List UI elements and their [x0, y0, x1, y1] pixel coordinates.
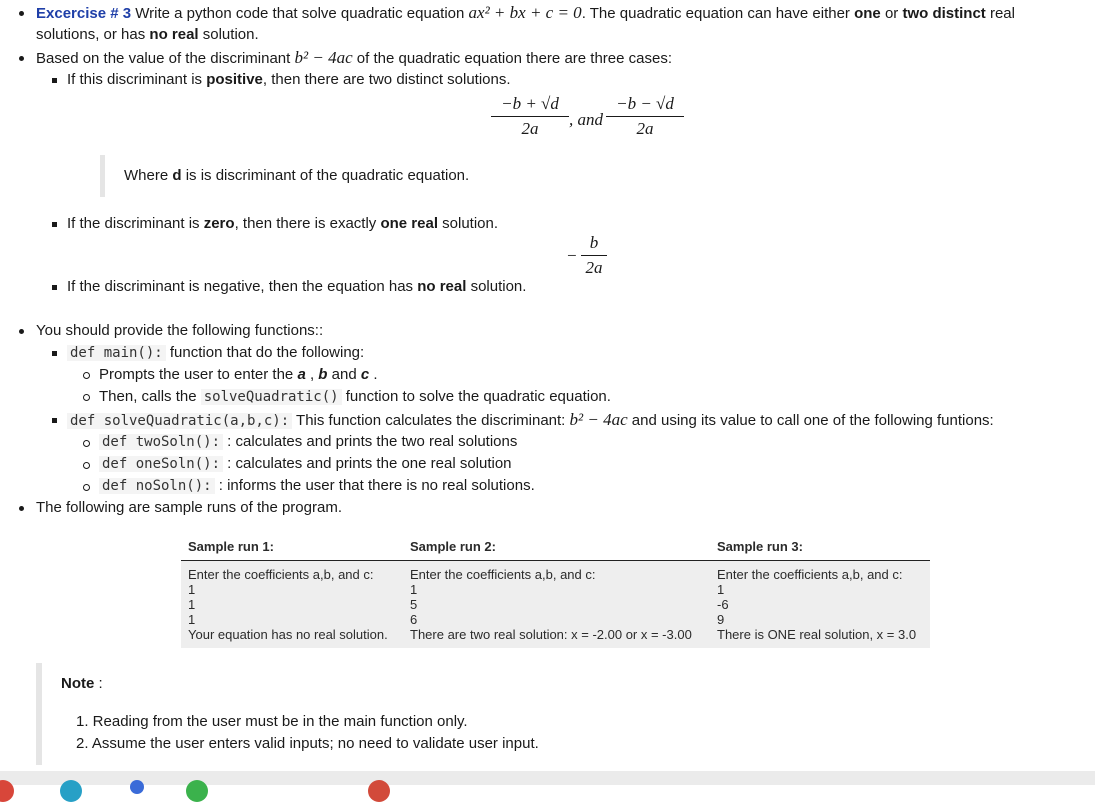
prompt-line	[99, 365, 378, 385]
square-bullet	[52, 285, 57, 290]
square-bullet	[52, 78, 57, 83]
code-solve-call: solveQuadratic()	[201, 389, 342, 405]
run-line: 1	[188, 597, 196, 612]
code-solve: def solveQuadratic(a,b,c):	[67, 413, 292, 429]
formula-root-2	[606, 93, 684, 140]
exercise-text: solution.	[198, 26, 259, 43]
square-bullet	[52, 222, 57, 227]
run-line: Enter the coefficients a,b, and c:	[188, 567, 374, 582]
circle-bullet	[83, 372, 90, 379]
text: , then there is exactly	[234, 215, 381, 232]
text: Where	[124, 167, 173, 184]
text: If the discriminant is negative, then the equation has	[67, 278, 418, 295]
text: .	[369, 366, 378, 383]
emphasis-one: one	[854, 5, 881, 22]
text: : calculates and prints the one real solution	[223, 455, 512, 472]
text: If this discriminant is	[67, 71, 207, 88]
text: function that do the following:	[165, 344, 365, 361]
run-line: Enter the coefficients a,b, and c:	[410, 567, 596, 582]
one-soln-line	[99, 454, 512, 474]
functions-intro: You should provide the following functions::	[36, 322, 324, 339]
text: If the discriminant is	[67, 215, 204, 232]
square-bullet	[52, 418, 57, 423]
taskbar	[0, 771, 1095, 785]
text: function to solve the quadratic equation.	[341, 388, 611, 405]
circle-bullet	[83, 484, 90, 491]
bullet	[19, 56, 24, 61]
quote-bar	[100, 155, 105, 197]
numerator-1: −b + √d	[501, 94, 559, 113]
then-line	[99, 387, 611, 407]
text: This function calculates the discriminant:	[292, 412, 570, 429]
emphasis-two-distinct: two distinct	[902, 5, 986, 22]
run-line: There is ONE real solution, x = 3.0	[717, 627, 917, 642]
denominator: 2a	[585, 258, 603, 277]
code-two-soln: def twoSoln():	[99, 434, 223, 450]
text: and using its value to call one of the following funtions:	[627, 412, 994, 429]
run-line: 1	[188, 582, 196, 597]
circle-bullet	[83, 394, 90, 401]
main-function-line	[67, 343, 364, 363]
text: Then, calls the	[99, 388, 201, 405]
run-line: There are two real solution: x = -2.00 or x = -3.00	[410, 627, 692, 642]
formula-root-1	[491, 93, 569, 140]
emphasis-no-real: no real	[417, 278, 467, 295]
emphasis-d: d	[172, 167, 182, 184]
denominator-2: 2a	[636, 119, 654, 138]
run-line: 9	[717, 612, 725, 627]
discriminant-expression: b² − 4ac	[569, 410, 628, 429]
text: : informs the user that there is no real solutions.	[214, 477, 535, 494]
square-bullet	[52, 351, 57, 356]
text: , then there are two distinct solutions.	[262, 71, 511, 88]
numerator: b	[589, 233, 599, 252]
text: and	[327, 366, 361, 383]
bullet	[19, 506, 24, 511]
text: is is discriminant of the quadratic equation.	[181, 167, 470, 184]
emphasis-no-real: no real	[149, 26, 199, 43]
formula-and: , and	[569, 110, 603, 129]
run-line: Enter the coefficients a,b, and c:	[717, 567, 903, 582]
where-note	[124, 166, 469, 186]
app-icon[interactable]	[130, 780, 144, 794]
exercise-text: . The quadratic equation can have either	[581, 5, 855, 22]
note-item: 2. Assume the user enters valid inputs; no need to validate user input.	[76, 735, 539, 752]
run-line: Your equation has no real solution.	[188, 627, 388, 642]
run-line: 5	[410, 597, 418, 612]
bullet	[19, 11, 24, 16]
text: solution.	[438, 215, 499, 232]
no-soln-line	[99, 476, 535, 496]
code-no-soln: def noSoln():	[99, 478, 215, 494]
denominator-1: 2a	[521, 119, 539, 138]
exercise-text: or	[880, 5, 903, 22]
run-line: 1	[717, 582, 725, 597]
exercise-text: real	[985, 5, 1015, 22]
var-b: b	[318, 366, 328, 383]
discriminant-intro	[36, 48, 672, 69]
sample-runs-table	[181, 535, 930, 648]
text: solution.	[466, 278, 527, 295]
exercise-text: solutions, or has	[36, 26, 150, 43]
discriminant-expression: b² − 4ac	[294, 48, 353, 67]
exercise-intro: Write a python code that solve quadratic equation	[131, 5, 469, 22]
sample-header: Sample run 1:	[181, 535, 403, 561]
fraction-bar	[581, 255, 607, 256]
run-line: -6	[717, 597, 729, 612]
sample-header: Sample run 2:	[403, 535, 710, 561]
app-icon[interactable]	[186, 780, 208, 802]
bullet	[19, 329, 24, 334]
circle-bullet	[83, 462, 90, 469]
text: :	[94, 675, 103, 692]
emphasis-zero: zero	[203, 215, 235, 232]
case-positive	[67, 70, 511, 90]
quadratic-equation: ax² + bx + c = 0	[468, 3, 582, 22]
fraction-bar	[606, 116, 684, 117]
sample-run-3	[710, 561, 930, 649]
code-main: def main():	[67, 345, 166, 361]
text: ,	[305, 366, 319, 383]
text: : calculates and prints the two real solutions	[223, 433, 518, 450]
var-a: a	[297, 366, 306, 383]
sample-run-2	[403, 561, 710, 649]
exercise-line-2	[36, 25, 259, 45]
two-soln-line	[99, 432, 517, 452]
text: Prompts the user to enter the	[99, 366, 298, 383]
text: of the quadratic equation there are three cases:	[352, 50, 672, 67]
run-line: 6	[410, 612, 418, 627]
app-icon[interactable]	[60, 780, 82, 802]
numerator-2: −b − √d	[616, 94, 674, 113]
run-line: 1	[410, 582, 418, 597]
text: Based on the value of the discriminant	[36, 50, 295, 67]
case-zero	[67, 214, 498, 234]
var-c: c	[360, 366, 370, 383]
app-icon[interactable]	[368, 780, 390, 802]
note-label: Note	[61, 675, 95, 692]
run-line: 1	[188, 612, 196, 627]
exercise-label: Excercise # 3	[36, 5, 132, 22]
note-quote-bar	[36, 663, 42, 765]
note-title	[61, 674, 103, 694]
exercise-line-1	[36, 3, 1015, 24]
solve-function-line	[67, 410, 994, 431]
fraction-bar	[491, 116, 569, 117]
table-row	[181, 561, 930, 649]
emphasis-positive: positive	[206, 71, 263, 88]
formula-single-root	[581, 232, 607, 279]
sample-header: Sample run 3:	[710, 535, 930, 561]
sample-intro: The following are sample runs of the program.	[36, 499, 342, 516]
sample-run-1	[181, 561, 403, 649]
case-negative	[67, 277, 526, 297]
circle-bullet	[83, 440, 90, 447]
note-item: 1. Reading from the user must be in the main function only.	[76, 713, 468, 730]
minus-sign: −	[567, 246, 577, 265]
emphasis-one-real: one real	[380, 215, 438, 232]
code-one-soln: def oneSoln():	[99, 456, 223, 472]
